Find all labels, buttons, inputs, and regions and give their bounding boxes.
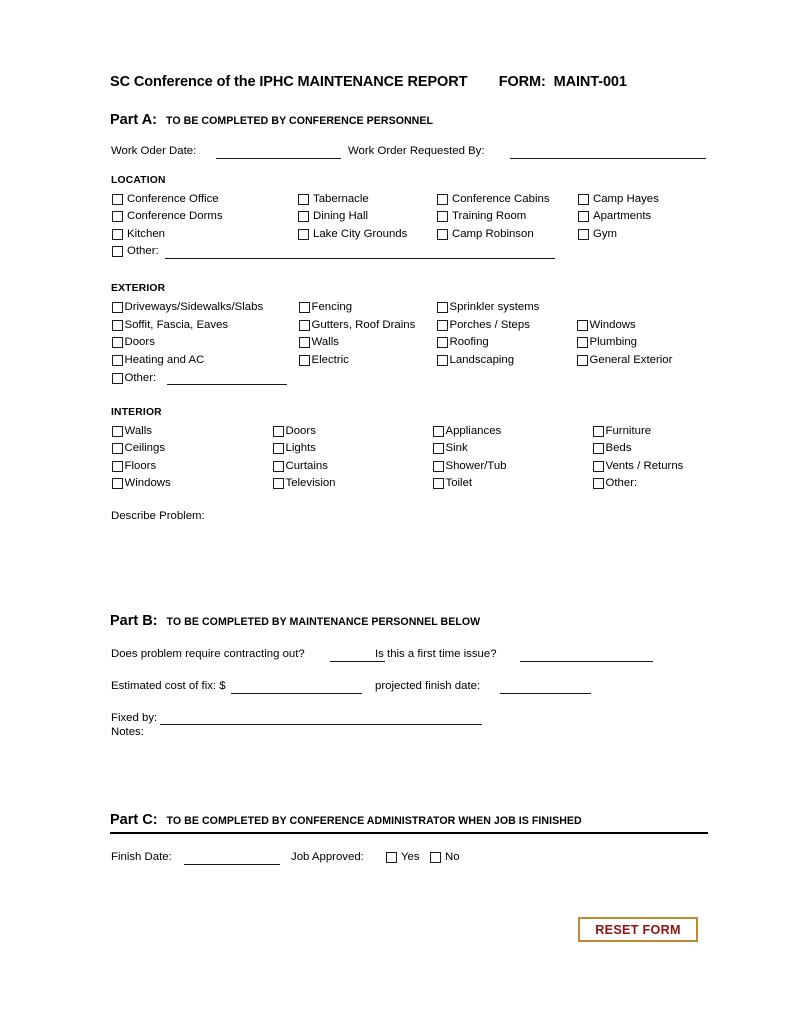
interior-checkbox-beds[interactable] — [593, 443, 631, 454]
work-order-requested-by-label: Work Order Requested By: — [348, 145, 485, 157]
checkbox-label: Vents / Returns — [605, 460, 684, 472]
part-c-divider — [110, 832, 708, 834]
checkbox-label: Conference Office — [127, 193, 219, 205]
interior-checkbox-vents-returns[interactable] — [593, 461, 683, 472]
checkbox-label: General Exterior — [589, 354, 673, 366]
part-b-heading — [110, 613, 480, 629]
checkbox-icon[interactable] — [437, 194, 448, 205]
location-other-input[interactable] — [165, 258, 555, 259]
checkbox-label: Roofing — [449, 336, 489, 348]
checkbox-icon[interactable] — [112, 246, 123, 257]
estimated-cost-label: Estimated cost of fix: $ — [111, 680, 226, 692]
first-time-issue-label: Is this a first time issue? — [375, 648, 497, 660]
interior-checkbox-doors[interactable] — [273, 426, 316, 437]
checkbox-label: Landscaping — [449, 354, 515, 366]
checkbox-label: Walls — [124, 425, 152, 437]
checkbox-icon[interactable] — [437, 229, 448, 240]
exterior-checkbox-fencing[interactable] — [299, 302, 352, 313]
interior-checkbox-television[interactable] — [273, 478, 336, 489]
checkbox-icon[interactable] — [433, 461, 444, 472]
checkbox-icon[interactable] — [112, 478, 123, 489]
checkbox-label: Dining Hall — [313, 210, 369, 222]
checkbox-label: Porches / Steps — [449, 319, 530, 331]
first-time-issue-input[interactable] — [520, 661, 653, 662]
location-checkbox-conference-dorms[interactable] — [112, 211, 223, 222]
page-title: SC Conference of the IPHC MAINTENANCE REPORT FORM: MAINT-001 — [110, 74, 627, 90]
job-approved-checkbox-yes[interactable] — [386, 852, 420, 863]
checkbox-icon[interactable] — [298, 194, 309, 205]
checkbox-label: Lake City Grounds — [313, 228, 408, 240]
location-checkbox-training-room[interactable] — [437, 211, 526, 222]
checkbox-label: Conference Cabins — [452, 193, 550, 205]
describe-problem-input[interactable] — [111, 527, 707, 597]
work-order-date-label: Work Oder Date: — [111, 145, 197, 157]
location-checkbox-conference-office[interactable] — [112, 194, 219, 205]
part-b-subtitle: TO BE COMPLETED BY MAINTENANCE PERSONNEL BELOW — [166, 616, 481, 628]
checkbox-label: Kitchen — [127, 228, 165, 240]
checkbox-icon[interactable] — [437, 337, 448, 348]
exterior-checkbox-landscaping[interactable] — [437, 355, 514, 366]
checkbox-icon[interactable] — [437, 355, 448, 366]
checkbox-icon[interactable] — [386, 852, 397, 863]
checkbox-label: Electric — [311, 354, 349, 366]
part-c-heading — [110, 812, 582, 828]
interior-checkbox-lights[interactable] — [273, 443, 316, 454]
part-a-heading — [110, 112, 433, 128]
checkbox-label: Furniture — [605, 425, 652, 437]
checkbox-icon[interactable] — [273, 443, 284, 454]
checkbox-label: Beds — [605, 442, 632, 454]
exterior-checkbox-walls[interactable] — [299, 337, 339, 348]
exterior-checkbox-other[interactable] — [112, 373, 156, 384]
location-checkbox-camp-hayes[interactable] — [578, 194, 659, 205]
location-checkbox-dining-hall[interactable] — [298, 211, 368, 222]
interior-checkbox-shower-tub[interactable] — [433, 461, 507, 472]
exterior-checkbox-general-exterior[interactable] — [577, 355, 672, 366]
checkbox-icon[interactable] — [593, 443, 604, 454]
projected-finish-date-input[interactable] — [500, 693, 591, 694]
checkbox-label: Yes — [401, 851, 420, 863]
checkbox-icon[interactable] — [437, 211, 448, 222]
contracting-out-label: Does problem require contracting out? — [111, 648, 305, 660]
checkbox-label: Lights — [285, 442, 316, 454]
job-approved-checkbox-no[interactable] — [430, 852, 460, 863]
checkbox-icon[interactable] — [433, 426, 444, 437]
exterior-heading: EXTERIOR — [111, 283, 166, 294]
checkbox-label: Driveways/Sidewalks/Slabs — [124, 301, 264, 313]
interior-checkbox-appliances[interactable] — [433, 426, 501, 437]
checkbox-label: Conference Dorms — [127, 210, 223, 222]
part-c-subtitle: TO BE COMPLETED BY CONFERENCE ADMINISTRATOR WHEN JOB IS FINISHED — [166, 815, 582, 827]
finish-date-input[interactable] — [184, 864, 280, 865]
checkbox-icon[interactable] — [299, 337, 310, 348]
exterior-checkbox-driveways[interactable] — [112, 302, 263, 313]
checkbox-label: Windows — [589, 319, 636, 331]
checkbox-label: Heating and AC — [124, 354, 205, 366]
interior-checkbox-ceilings[interactable] — [112, 443, 165, 454]
location-heading: LOCATION — [111, 175, 166, 186]
checkbox-icon[interactable] — [112, 426, 123, 437]
notes-label: Notes: — [111, 726, 144, 738]
checkbox-label: Sink — [445, 442, 468, 454]
describe-problem-label: Describe Problem: — [111, 510, 205, 522]
interior-checkbox-curtains[interactable] — [273, 461, 328, 472]
job-approved-label: Job Approved: — [291, 851, 364, 863]
exterior-other-input[interactable] — [167, 384, 287, 385]
interior-checkbox-toilet[interactable] — [433, 478, 472, 489]
contracting-out-input[interactable] — [330, 661, 385, 662]
fixed-by-input[interactable] — [160, 724, 482, 725]
checkbox-icon[interactable] — [578, 194, 589, 205]
estimated-cost-input[interactable] — [231, 693, 362, 694]
checkbox-icon[interactable] — [112, 443, 123, 454]
checkbox-icon[interactable] — [437, 320, 448, 331]
checkbox-label: Apartments — [593, 210, 652, 222]
exterior-checkbox-electric[interactable] — [299, 355, 349, 366]
checkbox-icon[interactable] — [299, 320, 310, 331]
projected-finish-date-label: projected finish date: — [375, 680, 481, 692]
exterior-checkbox-plumbing[interactable] — [577, 337, 637, 348]
location-checkbox-lake-city-grounds[interactable] — [298, 229, 407, 240]
checkbox-icon[interactable] — [577, 337, 588, 348]
checkbox-label: Doors — [285, 425, 316, 437]
checkbox-icon[interactable] — [593, 478, 604, 489]
exterior-checkbox-sprinkler-systems[interactable] — [437, 302, 539, 313]
notes-input[interactable] — [111, 742, 707, 792]
part-b-label: Part B: — [110, 613, 158, 629]
checkbox-label: Camp Robinson — [452, 228, 534, 240]
location-checkbox-gym[interactable] — [578, 229, 617, 240]
location-checkbox-tabernacle[interactable] — [298, 194, 369, 205]
reset-form-button-label: RESET FORM — [595, 922, 681, 937]
exterior-checkbox-doors[interactable] — [112, 337, 155, 348]
checkbox-label: No — [445, 851, 460, 863]
exterior-checkbox-windows[interactable] — [577, 320, 636, 331]
part-a-subtitle: TO BE COMPLETED BY CONFERENCE PERSONNEL — [166, 115, 434, 127]
work-order-requested-by-input[interactable] — [510, 158, 706, 159]
checkbox-icon[interactable] — [273, 426, 284, 437]
checkbox-icon[interactable] — [273, 461, 284, 472]
checkbox-label: Toilet — [445, 477, 473, 489]
checkbox-icon[interactable] — [298, 229, 309, 240]
interior-checkbox-furniture[interactable] — [593, 426, 651, 437]
checkbox-label: Soffit, Fascia, Eaves — [124, 319, 229, 331]
checkbox-icon[interactable] — [299, 355, 310, 366]
work-order-date-input[interactable] — [216, 158, 341, 159]
checkbox-label: Other: — [124, 372, 157, 384]
exterior-checkbox-gutters[interactable] — [299, 320, 415, 331]
location-checkbox-other[interactable] — [112, 246, 159, 257]
checkbox-icon[interactable] — [430, 852, 441, 863]
checkbox-icon[interactable] — [112, 337, 123, 348]
exterior-checkbox-soffit[interactable] — [112, 320, 228, 331]
checkbox-icon[interactable] — [578, 229, 589, 240]
checkbox-label: Ceilings — [124, 442, 166, 454]
location-checkbox-conference-cabins[interactable] — [437, 194, 550, 205]
checkbox-icon[interactable] — [298, 211, 309, 222]
finish-date-label: Finish Date: — [111, 851, 172, 863]
checkbox-label: Gutters, Roof Drains — [311, 319, 416, 331]
checkbox-icon[interactable] — [112, 355, 123, 366]
checkbox-icon[interactable] — [593, 426, 604, 437]
checkbox-label: Floors — [124, 460, 157, 472]
checkbox-icon[interactable] — [299, 302, 310, 313]
part-c-label: Part C: — [110, 812, 158, 828]
checkbox-icon[interactable] — [112, 461, 123, 472]
part-a-label: Part A: — [110, 112, 157, 128]
checkbox-label: Plumbing — [589, 336, 637, 348]
checkbox-icon[interactable] — [578, 211, 589, 222]
checkbox-icon[interactable] — [112, 211, 123, 222]
location-checkbox-apartments[interactable] — [578, 211, 651, 222]
checkbox-icon[interactable] — [437, 302, 448, 313]
exterior-checkbox-heating-and-ac[interactable] — [112, 355, 204, 366]
checkbox-label: Tabernacle — [313, 193, 369, 205]
checkbox-icon[interactable] — [112, 320, 123, 331]
checkbox-label: Television — [285, 477, 336, 489]
checkbox-icon[interactable] — [112, 229, 123, 240]
exterior-checkbox-roofing[interactable] — [437, 337, 489, 348]
checkbox-label: Training Room — [452, 210, 527, 222]
interior-checkbox-other[interactable] — [593, 478, 637, 489]
checkbox-label: Windows — [124, 477, 171, 489]
checkbox-label: Gym — [593, 228, 618, 240]
checkbox-icon[interactable] — [112, 194, 123, 205]
checkbox-icon[interactable] — [433, 443, 444, 454]
checkbox-label: Fencing — [311, 301, 353, 313]
checkbox-icon[interactable] — [577, 320, 588, 331]
checkbox-label: Curtains — [285, 460, 328, 472]
checkbox-label: Walls — [311, 336, 339, 348]
interior-heading: INTERIOR — [111, 407, 162, 418]
fixed-by-label: Fixed by: — [111, 712, 158, 724]
checkbox-label: Appliances — [445, 425, 502, 437]
checkbox-label: Other: — [605, 477, 638, 489]
interior-checkbox-floors[interactable] — [112, 461, 156, 472]
checkbox-label: Camp Hayes — [593, 193, 659, 205]
interior-checkbox-walls[interactable] — [112, 426, 152, 437]
interior-checkbox-windows[interactable] — [112, 478, 171, 489]
exterior-checkbox-porches-steps[interactable] — [437, 320, 530, 331]
checkbox-label: Sprinkler systems — [449, 301, 540, 313]
location-checkbox-kitchen[interactable] — [112, 229, 165, 240]
checkbox-icon[interactable] — [112, 302, 123, 313]
reset-form-button[interactable] — [578, 917, 698, 942]
checkbox-icon[interactable] — [273, 478, 284, 489]
checkbox-label: Doors — [124, 336, 155, 348]
checkbox-label: Shower/Tub — [445, 460, 507, 472]
location-checkbox-camp-robinson[interactable] — [437, 229, 534, 240]
checkbox-icon[interactable] — [593, 461, 604, 472]
interior-checkbox-sink[interactable] — [433, 443, 468, 454]
checkbox-label: Other: — [127, 245, 159, 257]
checkbox-icon[interactable] — [112, 373, 123, 384]
checkbox-icon[interactable] — [577, 355, 588, 366]
checkbox-icon[interactable] — [433, 478, 444, 489]
